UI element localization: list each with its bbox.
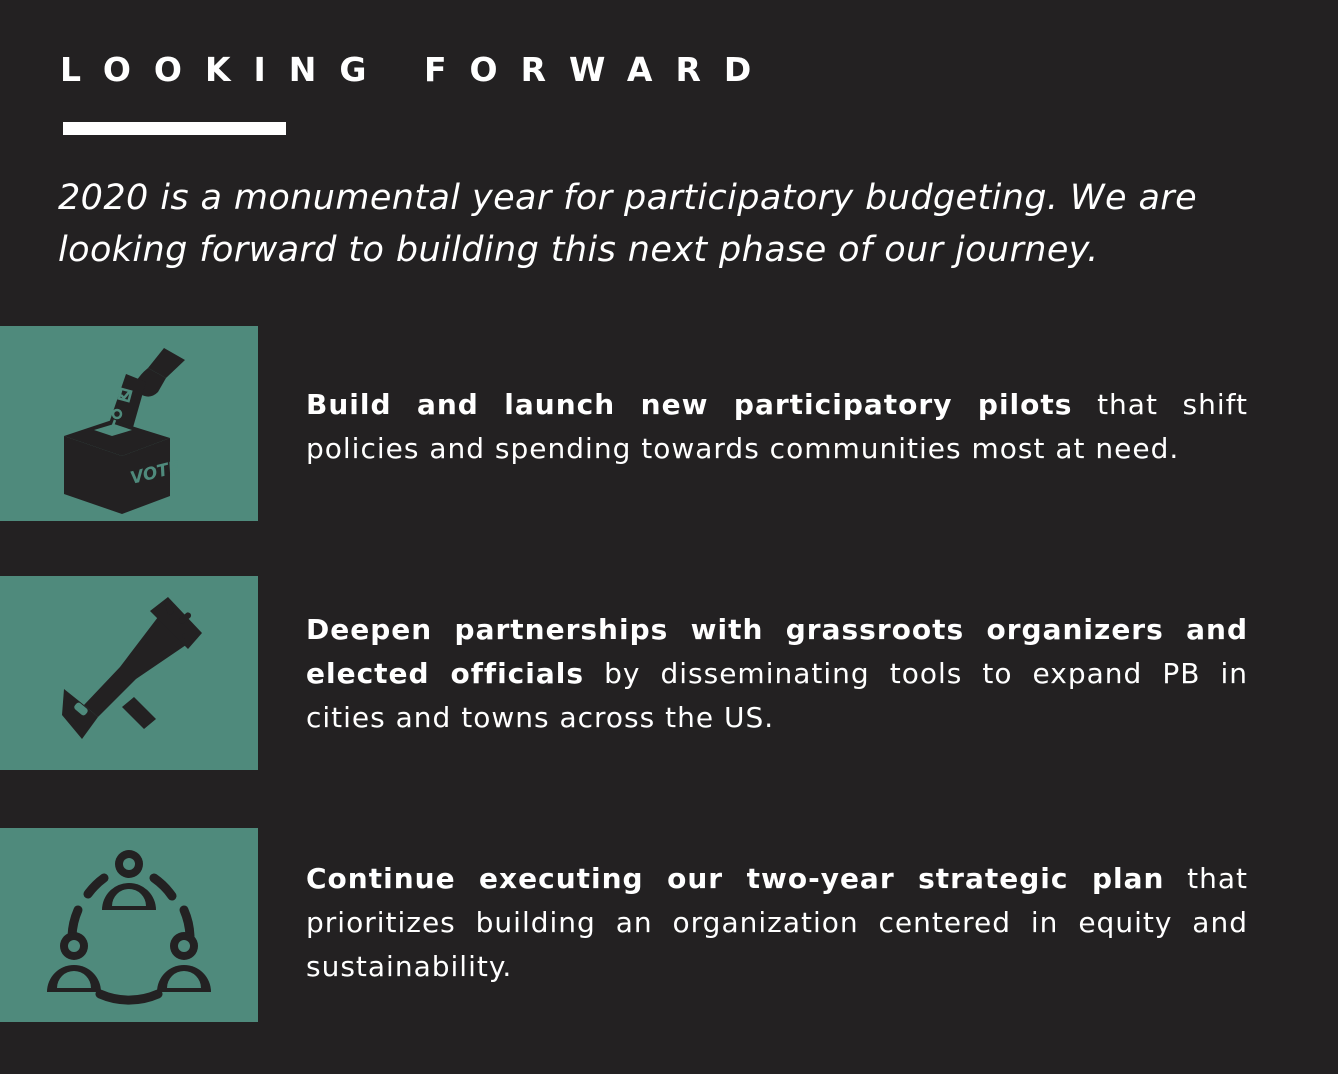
people-network-icon: [44, 840, 214, 1010]
goal-highlight: Deepen partnerships with grassroots organizers and elected officials: [306, 613, 1248, 690]
ballot-box-vote-icon: [54, 334, 204, 514]
goal-description: that prioritizes building an organization centered in equity and sustainability.: [306, 862, 1249, 983]
vote-label: VOTE: [128, 456, 183, 489]
goal-highlight: Build and launch new participatory pilots: [306, 388, 1073, 421]
goal-description: that shift policies and spending towards communities most at need.: [306, 388, 1249, 465]
goal-highlight: Continue executing our two-year strategic plan: [306, 862, 1165, 895]
goal-icon-box-network: [0, 828, 258, 1022]
title-underline: [63, 122, 286, 135]
goal-description: by disseminating tools to expand PB in cities and towns across the US.: [306, 657, 1248, 734]
goal-text-pilots: [306, 383, 1248, 471]
goal-text-strategic-plan: [306, 857, 1248, 989]
megaphone-icon: [54, 593, 204, 753]
goal-icon-box-vote: [0, 326, 258, 521]
goal-text-partnerships: [306, 608, 1248, 740]
section-title: LOOKING FORWARD: [60, 50, 775, 89]
goal-icon-box-megaphone: [0, 576, 258, 770]
intro-statement: 2020 is a monumental year for participatory budgeting. We are looking forward to building this next phase of our journey.: [58, 178, 1198, 270]
